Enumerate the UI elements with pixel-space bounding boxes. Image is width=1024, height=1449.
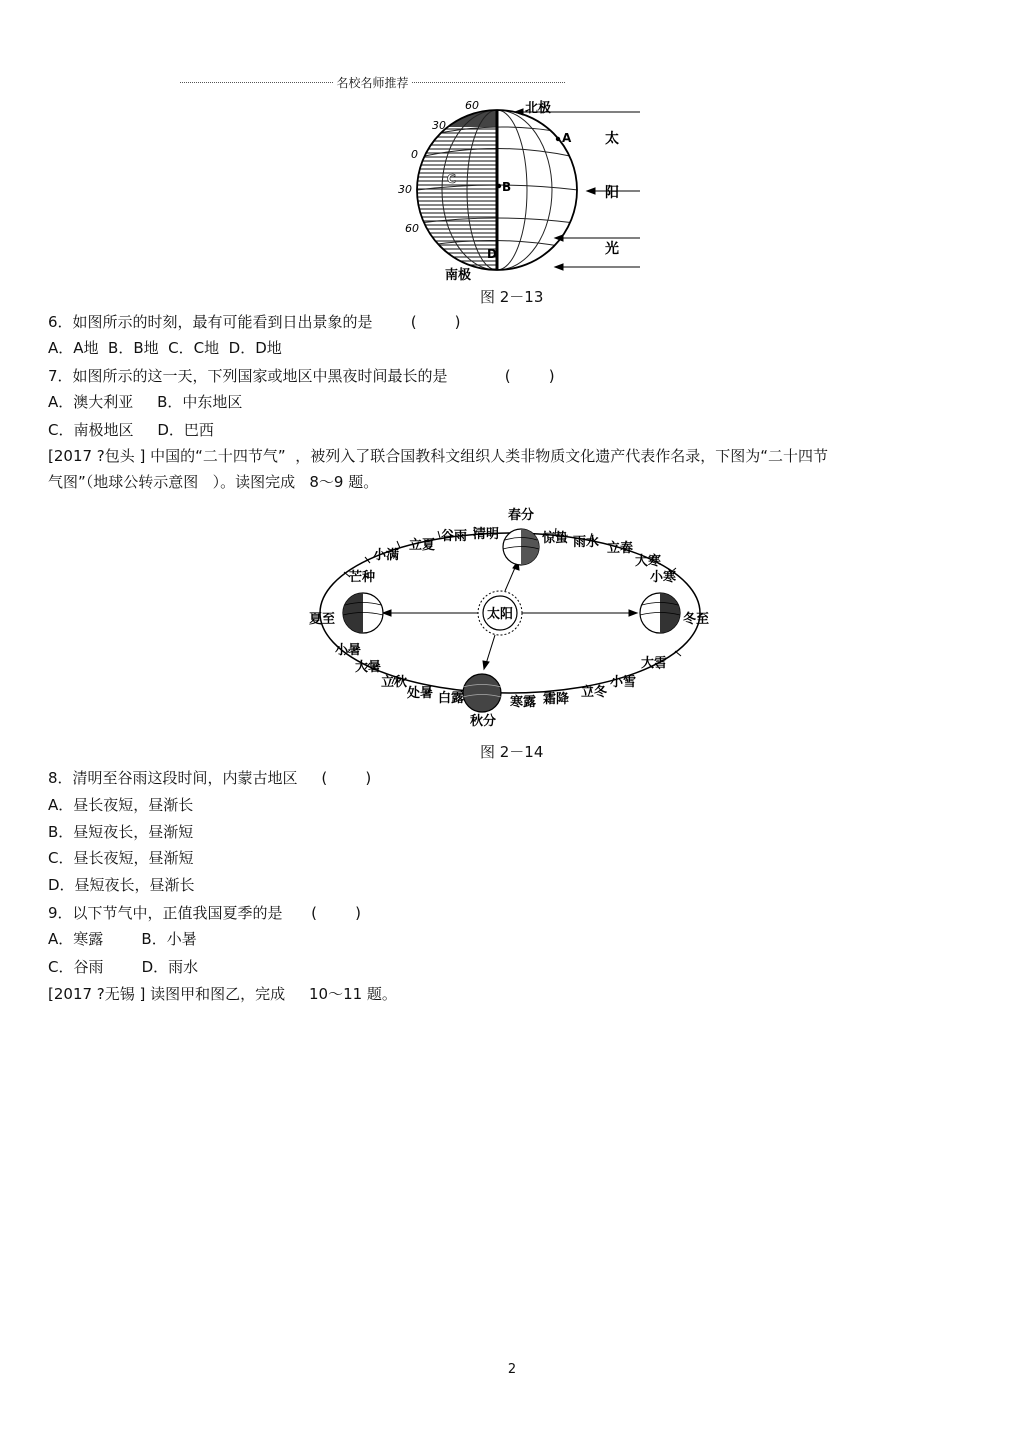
sunlight-label-3: 光 — [605, 241, 619, 257]
term-yushui: 雨水 — [573, 535, 600, 550]
earth-xiazhi — [343, 593, 383, 633]
point-d-label: D — [487, 247, 497, 261]
term-dahan: 大寒 — [635, 554, 662, 569]
q8-option-a: A．昼长夜短，昼渐长 — [48, 796, 194, 814]
term-lichun: 立春 — [607, 541, 634, 556]
intro-8-9-line2: 气图”（地球公转示意图 ）。读图完成 8～9 题。 — [48, 473, 379, 491]
term-dashu: 大暑 — [355, 660, 382, 675]
page-number: 2 — [507, 1362, 517, 1377]
sun-symbol — [478, 591, 522, 635]
earth-chunfen — [503, 529, 539, 565]
term-liqiu: 立秋 — [381, 675, 408, 690]
south-pole-label: 南极 — [445, 268, 472, 283]
sunlight-label-1: 太 — [605, 131, 619, 147]
q8-option-d: D．昼短夜长，昼渐长 — [48, 876, 195, 894]
north-pole-label: 北极 — [525, 101, 552, 116]
q7-options-ab: A．澳大利亚 B．中东地区 — [48, 393, 243, 411]
point-b-label: B — [502, 180, 512, 194]
term-dongzhi: 冬至 — [683, 612, 710, 627]
lat-30s-label: 30 — [398, 183, 412, 196]
q9-options-ab: A．寒露 B．小暑 — [48, 930, 197, 948]
term-daxue: 大雪 — [641, 656, 668, 671]
q9-options-cd: C．谷雨 D．雨水 — [48, 958, 199, 976]
term-qiufen: 秋分 — [470, 714, 497, 729]
q8-option-c: C．昼长夜短，昼渐短 — [48, 849, 194, 867]
point-a-label: A — [562, 131, 572, 145]
term-xiazhi: 夏至 — [309, 612, 336, 627]
term-xiaoman: 小满 — [373, 548, 400, 563]
q6-stem: 6．如图所示的时刻，最有可能看到日出景象的是 ( ) — [48, 313, 461, 331]
earth-dongzhi — [640, 593, 680, 633]
term-chunfen: 春分 — [508, 508, 535, 523]
term-guyu: 谷雨 — [441, 529, 468, 544]
q9-stem: 9．以下节气中，正值我国夏季的是 ( ) — [48, 904, 362, 922]
intro-8-9-line1: [2017 ?包头 ] 中国的“二十四节气” ，被列入了联合国教科文组织人类非物质文化遗产代表作名录，下图为“二十四节 — [48, 447, 828, 465]
term-mangzhong: 芒种 — [349, 570, 376, 585]
lat-0-label: 0 — [411, 148, 418, 161]
lat-60s-label: 60 — [405, 222, 419, 235]
sunlight-label-2: 阳 — [605, 185, 619, 201]
figure-earth-illumination — [390, 95, 640, 290]
term-qingming: 清明 — [473, 527, 500, 542]
lat-60n-label: 60 — [465, 99, 479, 112]
term-jingzhe: 惊蛰 — [542, 531, 569, 546]
q7-stem: 7．如图所示的这一天，下列国家或地区中黑夜时间最长的是 ( ) — [48, 367, 555, 385]
term-chushu: 处暑 — [407, 686, 434, 701]
sun-label: 太阳 — [486, 607, 514, 622]
term-xiaohan: 小寒 — [650, 570, 677, 585]
term-lixia: 立夏 — [409, 538, 436, 553]
page-header — [180, 74, 565, 90]
term-hanlu: 寒露 — [510, 695, 537, 710]
term-shuangjiang: 霜降 — [543, 692, 570, 707]
term-xiaoxue: 小雪 — [610, 675, 637, 690]
term-xiaoshu: 小暑 — [335, 643, 362, 658]
figure2-caption: 图 2－14 — [480, 743, 544, 761]
figure1-caption: 图 2－13 — [480, 288, 544, 306]
q8-stem: 8．清明至谷雨这段时间，内蒙古地区 ( ) — [48, 769, 372, 787]
figure-solar-terms-orbit — [305, 505, 720, 730]
lat-30n-label: 30 — [432, 119, 446, 132]
point-c-label: C — [447, 172, 456, 186]
term-bailu: 白露 — [438, 691, 465, 706]
q8-option-b: B．昼短夜长，昼渐短 — [48, 823, 194, 841]
term-lidong: 立冬 — [581, 685, 608, 700]
header-text: 名校名师推荐 — [336, 76, 409, 90]
q7-options-cd: C．南极地区 D．巴西 — [48, 421, 214, 439]
q6-options: A．A地 B．B地 C．C地 D．D地 — [48, 339, 282, 357]
intro-10-11: [2017 ?无锡 ] 读图甲和图乙，完成 10～11 题。 — [48, 985, 397, 1003]
earth-qiufen — [463, 674, 501, 712]
